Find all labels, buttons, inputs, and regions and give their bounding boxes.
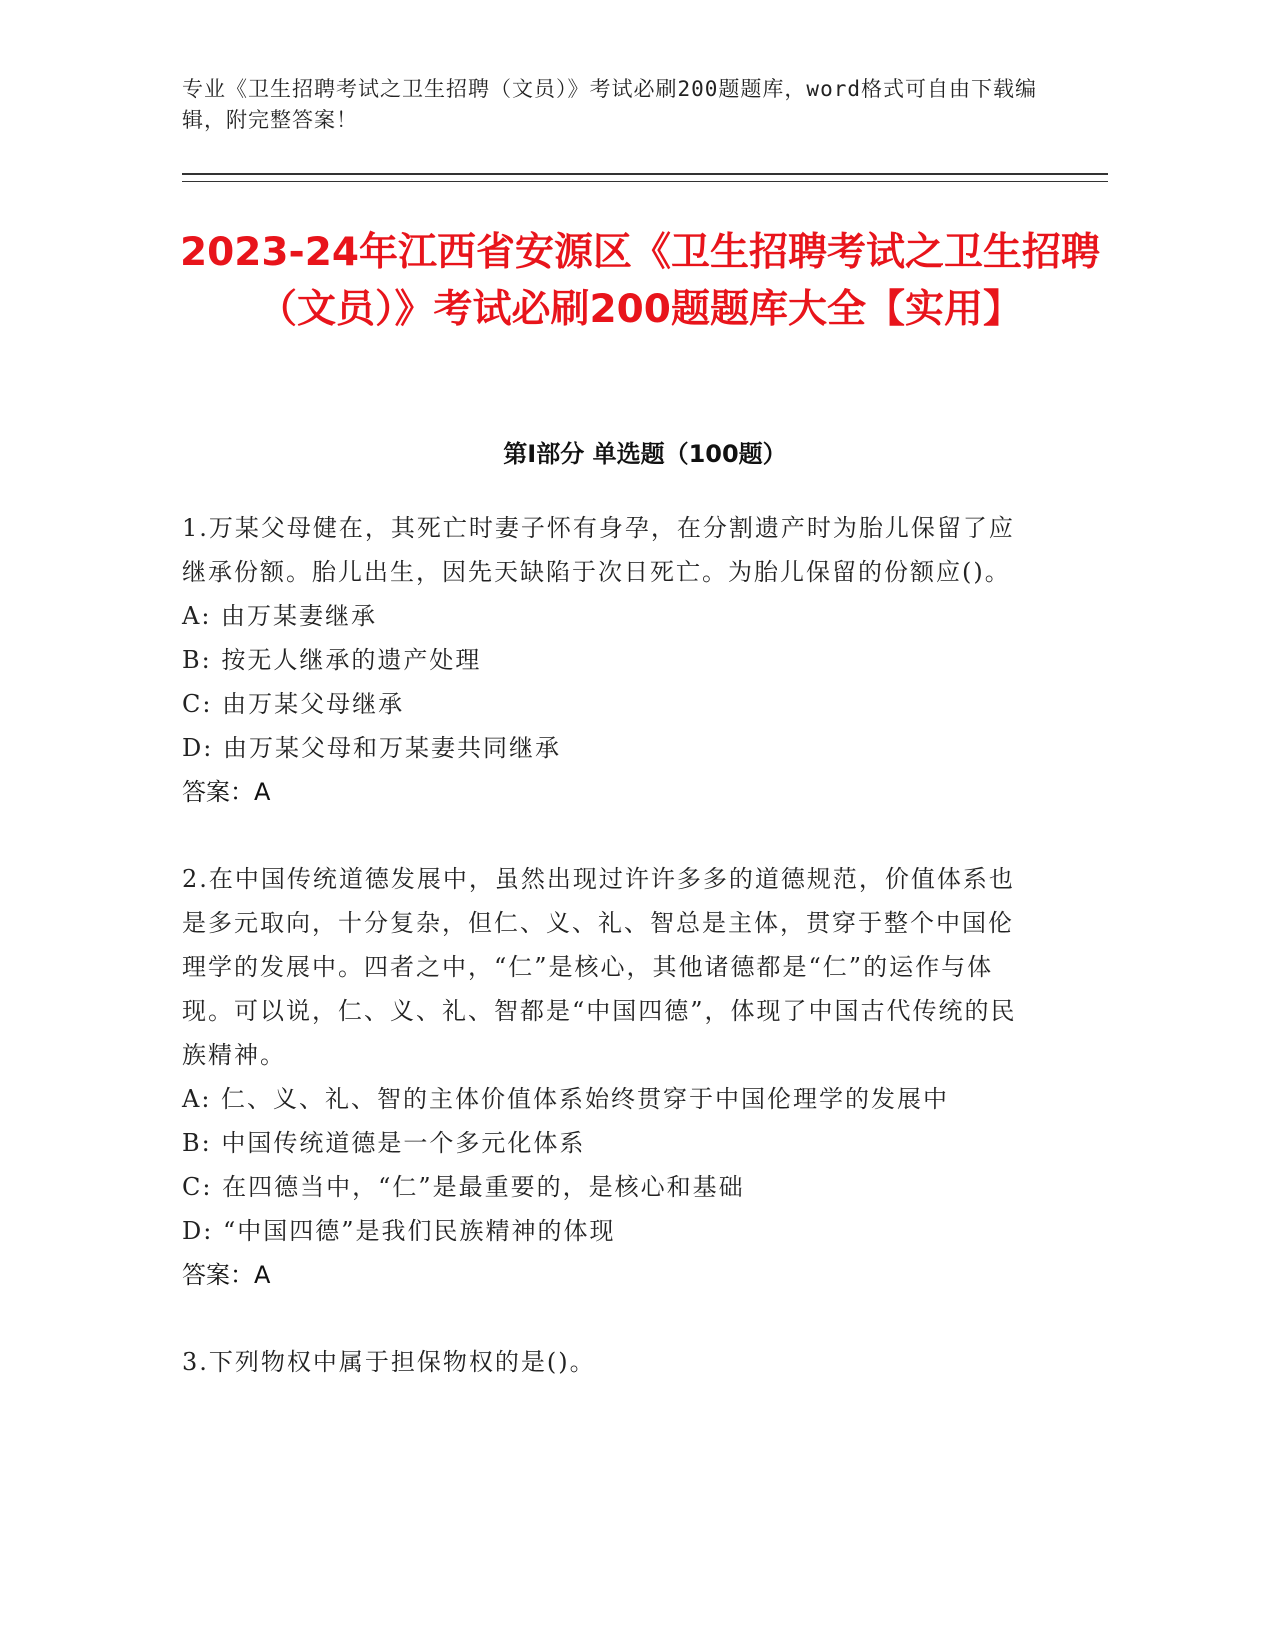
option-a: A: 由万某妻继承 — [182, 602, 378, 630]
header-divider-thick — [182, 173, 1108, 175]
question-1 — [182, 506, 1022, 814]
section-heading: 第I部分 单选题（100题） — [503, 440, 787, 468]
answer-line: 答案：A — [182, 778, 271, 806]
option-d: D: 由万某父母和万某妻共同继承 — [182, 734, 561, 762]
question-stem: 1.万某父母健在，其死亡时妻子怀有身孕，在分割遗产时为胎儿保留了应继承份额。胎儿出生，因先天缺陷于次日死亡。为胎儿保留的份额应()。 — [182, 514, 1015, 586]
question-stem: 3.下列物权中属于担保物权的是()。 — [182, 1348, 596, 1376]
answer-line: 答案：A — [182, 1261, 271, 1289]
document-title: 2023-24年江西省安源区《卫生招聘考试之卫生招聘（文员）》考试必刷200题题库大全【实用】 — [179, 230, 1100, 332]
option-b: B: 中国传统道德是一个多元化体系 — [182, 1129, 586, 1157]
header-note: 专业《卫生招聘考试之卫生招聘（文员）》考试必刷200题题库，word格式可自由下载编辑，附完整答案！ — [182, 77, 1037, 132]
option-d: D: “中国四德”是我们民族精神的体现 — [182, 1217, 616, 1245]
header-divider-thin — [182, 181, 1108, 182]
question-stem: 2.在中国传统道德发展中，虽然出现过许许多多的道德规范，价值体系也是多元取向，十分复杂，但仁、义、礼、智总是主体，贯穿于整个中国伦理学的发展中。四者之中，“仁”是核心，其他诸德都是“仁”的运作与体现。可以说，仁、义、礼、智都是“中国四德”，体现了中国古代传统的民族精神。 — [182, 865, 1017, 1069]
option-c: C: 由万某父母继承 — [182, 690, 405, 718]
question-2 — [182, 857, 1022, 1297]
question-3 — [182, 1340, 1022, 1384]
option-c: C: 在四德当中，“仁”是最重要的，是核心和基础 — [182, 1173, 745, 1201]
option-a: A: 仁、义、礼、智的主体价值体系始终贯穿于中国伦理学的发展中 — [182, 1085, 950, 1113]
question-list — [182, 506, 1022, 1427]
option-b: B: 按无人继承的遗产处理 — [182, 646, 482, 674]
